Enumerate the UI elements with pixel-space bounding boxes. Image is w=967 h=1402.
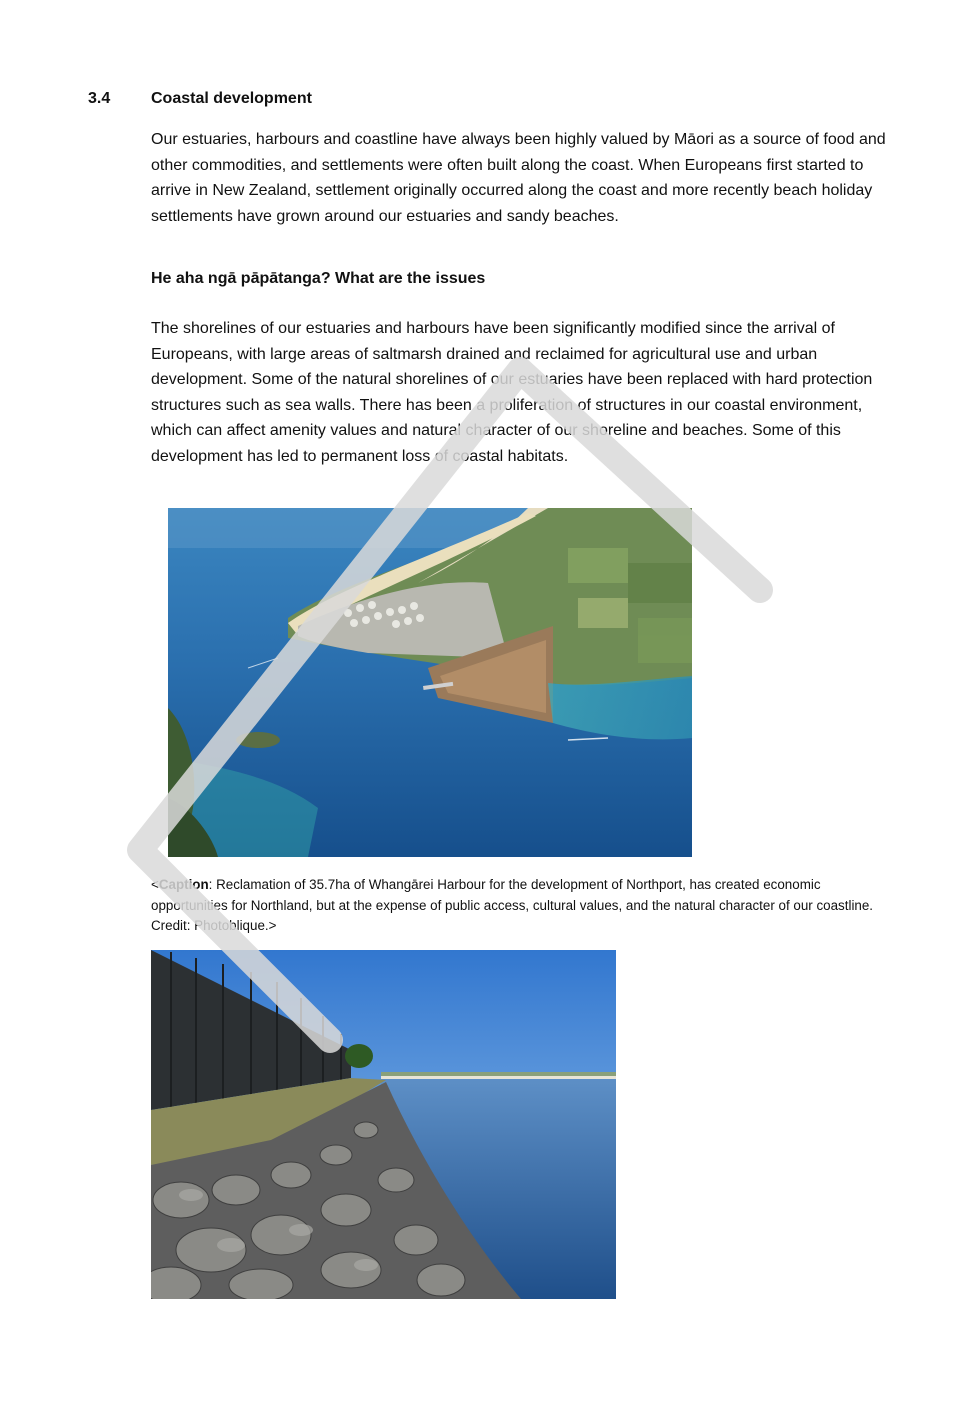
issues-paragraph: The shorelines of our estuaries and harbours have been significantly modified since the arrival of Europeans, with large areas of saltmarsh drained and reclaimed for agricultural use and urban development. Some of the natural shorelines of our estuaries have been replaced with hard protection structures such as sea walls. There has been a proliferation of structures in our coastal environment, which can affect amenity values and natural character of our shoreline and beaches. Some of this development has led to permanent loss of coastal habitats. [151, 320, 873, 465]
section-number: 3.4 [88, 90, 111, 107]
seawall-photo [151, 950, 616, 1299]
aerial-harbour-photo [168, 508, 692, 857]
caption-label: Caption [158, 877, 209, 892]
caption-open: < [151, 877, 159, 892]
issues-heading: He aha ngā pāpātanga? What are the issues [151, 270, 486, 287]
caption-text: : Reclamation of 35.7ha of Whangārei Harbour for the development of Northport, has created economic opportunities for Northland, but at the expense of public access, cultural values, and the natural character of our coastline. Credit: Photoblique.> [151, 877, 874, 933]
figure-caption [151, 875, 896, 937]
intro-paragraph: Our estuaries, harbours and coastline have always been highly valued by Māori as a source of food and other commodities, and settlements were often built along the coast. When Europeans first started to arrive in New Zealand, settlement originally occurred along the coast and more recently beach holiday settlements have grown around our estuaries and sandy beaches. [151, 131, 886, 225]
section-title: Coastal development [151, 90, 312, 107]
